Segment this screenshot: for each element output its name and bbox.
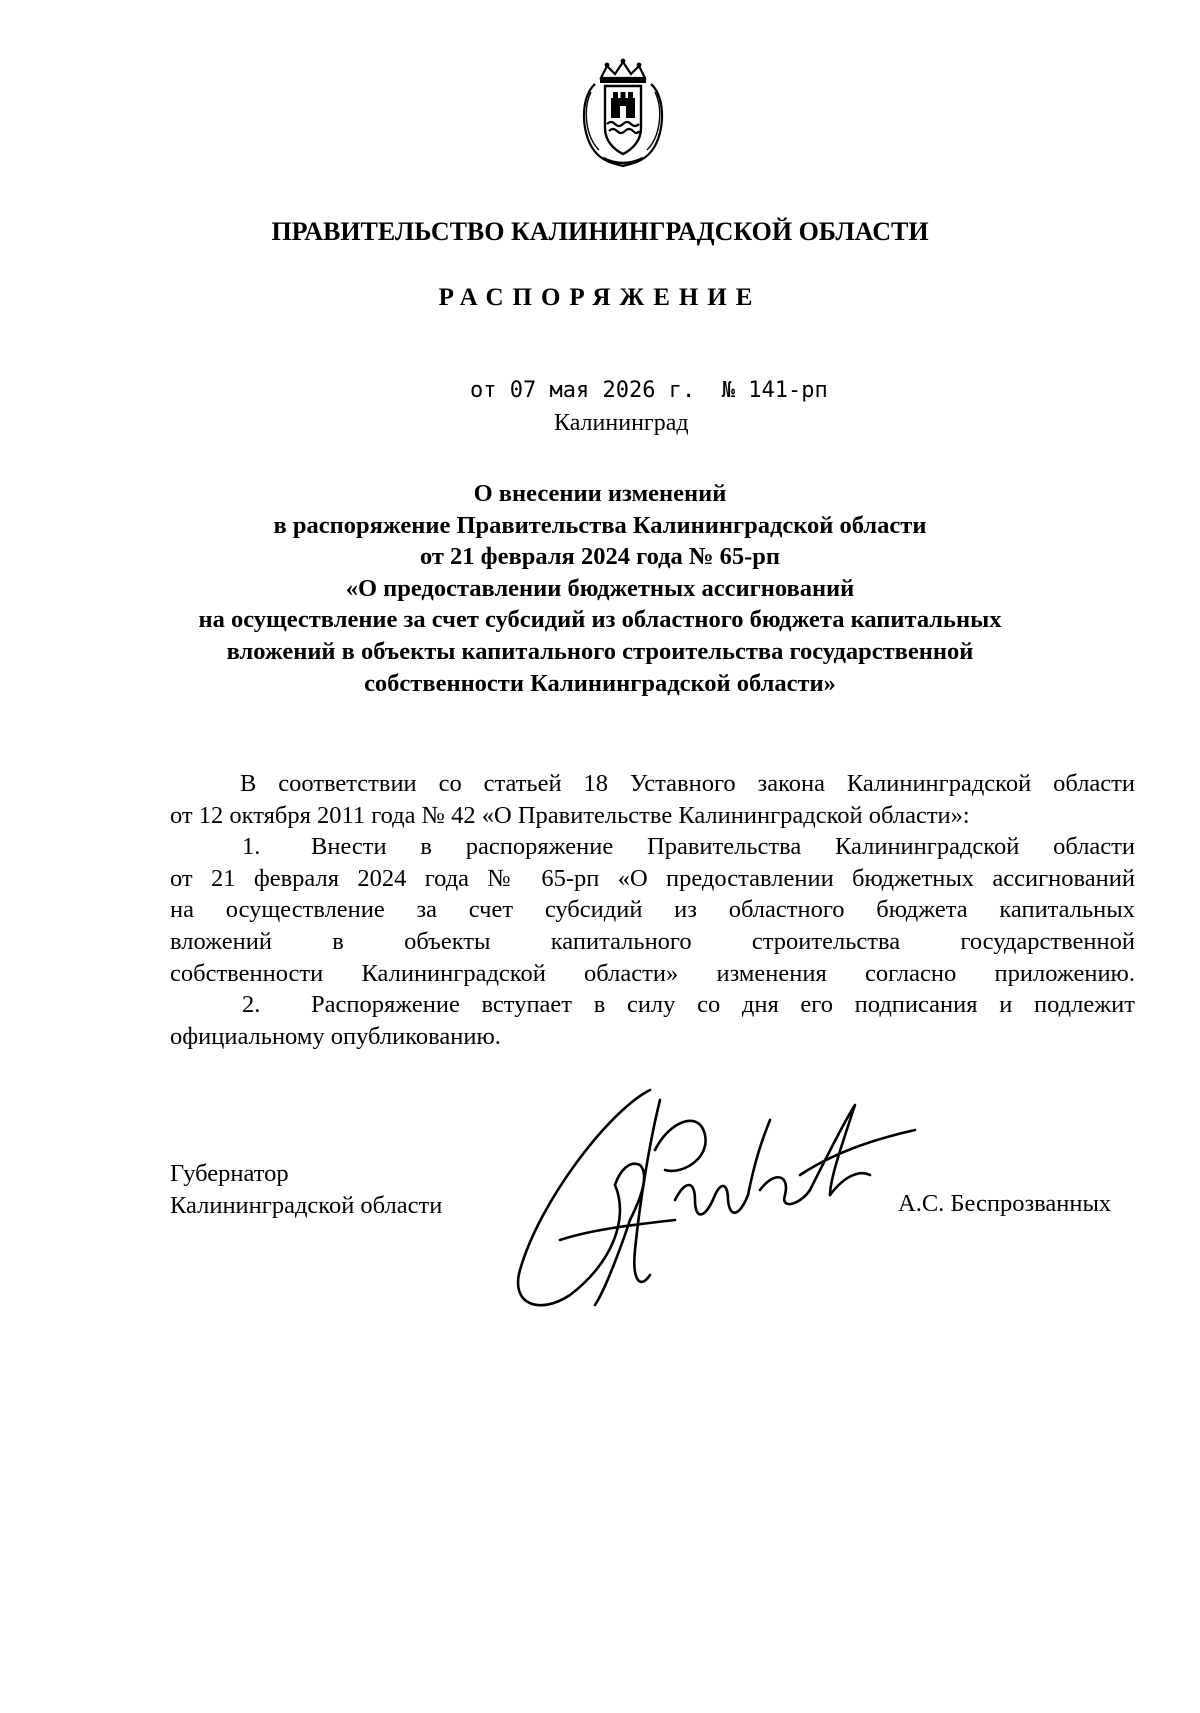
date-prefix: от xyxy=(470,378,497,403)
title-line: на осуществление за счет субсидий из областного бюджета капитальных xyxy=(198,606,1002,634)
title-line: О внесении изменений xyxy=(473,480,727,507)
document-body xyxy=(170,768,1135,1052)
city: Калининград xyxy=(554,410,689,436)
document-date-number xyxy=(470,378,828,403)
title-line: собственности Калининградской области» xyxy=(364,669,836,697)
date-month: мая xyxy=(549,378,590,403)
signatory-position-line: Калининградской области xyxy=(170,1191,443,1219)
date-year: 2026 г. xyxy=(602,378,696,403)
title-line: «О предоставлении бюджетных ассигнований xyxy=(345,574,855,602)
item-line: от 21 февраля 2024 года № 65-рп «О предоставлении бюджетных ассигнований xyxy=(170,864,1135,892)
item-text: Распоряжение вступает в силу со дня его подписания и подлежит xyxy=(311,991,1135,1019)
handwritten-signature xyxy=(500,1080,960,1320)
title-line: в распоряжение Правительства Калининградской области xyxy=(273,511,927,539)
document-type: РАСПОРЯЖЕНИЕ xyxy=(438,284,762,311)
date-day: 07 xyxy=(509,378,537,403)
signatory-position-line: Губернатор xyxy=(170,1160,289,1187)
item-number: 2. xyxy=(242,991,261,1019)
number-label: № xyxy=(721,378,735,403)
title-line: от 21 февраля 2024 года № 65-рп xyxy=(419,543,781,571)
signatory-name: А.С. Беспрозванных xyxy=(898,1190,1112,1217)
preamble-line: от 12 октября 2011 года № 42 «О Правительстве Калининградской области»: xyxy=(170,801,970,829)
title-line: вложений в объекты капитального строительства государственной xyxy=(226,637,974,665)
item-2-first-line xyxy=(170,989,1135,1021)
coat-of-arms-icon xyxy=(572,58,674,168)
item-line: собственности Калининградской области» изменения согласно приложению. xyxy=(170,959,1135,987)
item-number: 1. xyxy=(242,833,261,861)
item-line: официальному опубликованию. xyxy=(170,1022,501,1050)
item-line: на осуществление за счет субсидий из областного бюджета капитальных xyxy=(170,896,1135,924)
preamble-line: В соответствии со статьей 18 Уставного закона Калининградской области xyxy=(240,770,1135,797)
document-title xyxy=(150,478,1050,699)
item-1-first-line xyxy=(170,831,1135,863)
item-text: Внести в распоряжение Правительства Калининградской области xyxy=(311,833,1135,861)
signatory-position xyxy=(170,1158,442,1221)
item-line: вложений в объекты капитального строительства государственной xyxy=(170,927,1135,955)
organization-name: ПРАВИТЕЛЬСТВО КАЛИНИНГРАДСКОЙ ОБЛАСТИ xyxy=(271,217,929,246)
document-number: 141-рп xyxy=(748,378,828,403)
